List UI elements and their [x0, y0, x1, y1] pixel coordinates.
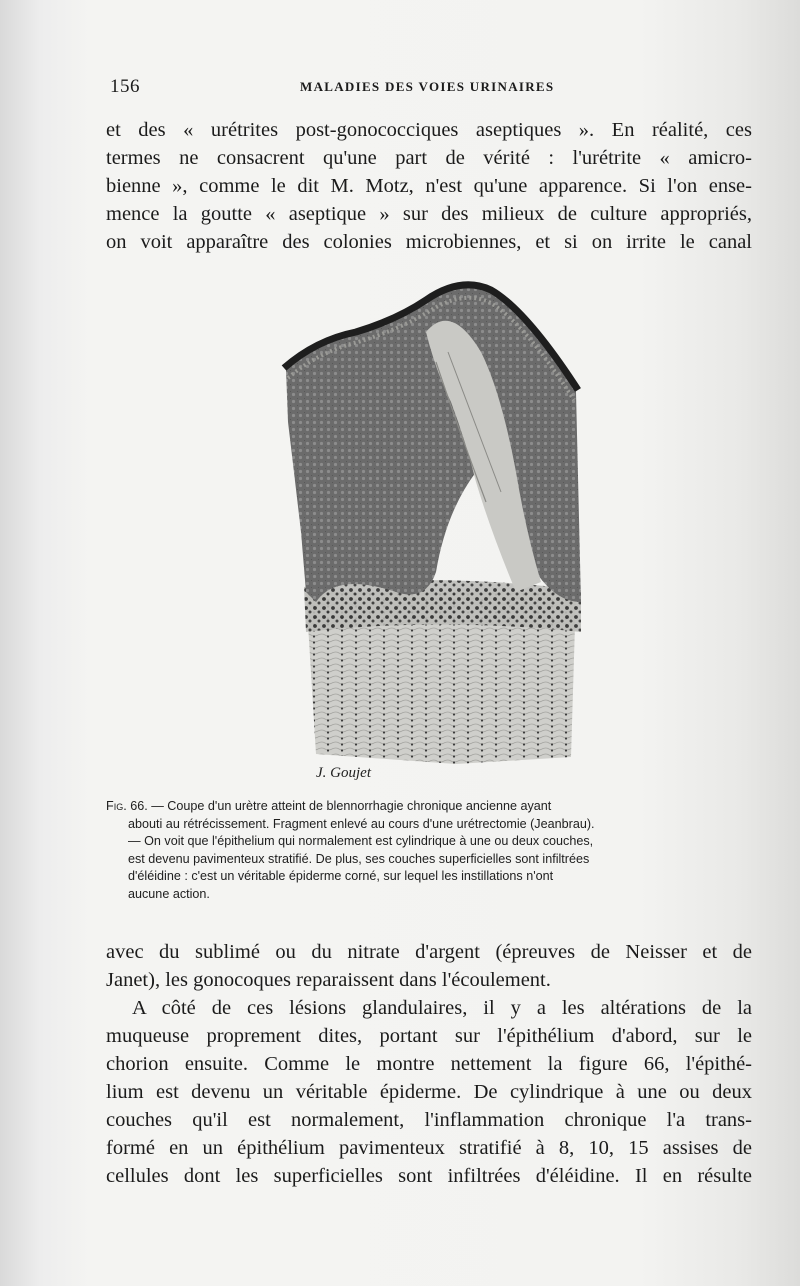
artist-signature: J. Goujet [316, 765, 371, 781]
running-head [110, 76, 750, 96]
text-line: cellules dont les superficielles sont infiltrées d'éléidine. Il en résulte [106, 1165, 752, 1187]
text-line: on voit apparaître des colonies microbiennes, et si on irrite le canal [106, 231, 752, 253]
text-line: chorion ensuite. Comme le montre nettement la figure 66, l'épithé- [106, 1053, 752, 1075]
figure-caption [106, 798, 751, 904]
running-title: MALADIES DES VOIES URINAIRES [300, 79, 555, 94]
urethra-section-illustration [276, 272, 586, 787]
caption-line: abouti au rétrécissement. Fragment enlevé au cours d'une urétrectomie (Jeanbrau). [128, 816, 595, 831]
final-paragraph [106, 994, 752, 1190]
paragraph-after-figure [106, 938, 752, 994]
caption-line: Fig. 66. — Coupe d'un urètre atteint de blennorrhagie chronique ancienne ayant [106, 799, 552, 813]
text-line: A côté de ces lésions glandulaires, il y a les altérations de la [132, 997, 752, 1019]
caption-line: est devenu pavimenteux stratifié. De plus, ses couches superficielles sont infiltrées [128, 851, 590, 866]
text-line: et des « urétrites post-gonococciques aseptiques ». En réalité, ces [106, 119, 752, 141]
text-line: mence la goutte « aseptique » sur des milieux de culture appropriés, [106, 203, 752, 225]
text-line: bienne », comme le dit M. Motz, n'est qu'une apparence. Si l'on ense- [106, 175, 752, 197]
text-line: termes ne consacrent qu'une part de vérité : l'urétrite « amicro- [106, 147, 752, 169]
text-line: Janet), les gonocoques reparaissent dans l'écoulement. [106, 969, 551, 991]
histology-figure [276, 272, 586, 787]
caption-label: Fig. 66. [106, 799, 148, 813]
caption-line: — On voit que l'épithelium qui normalement est cylindrique à une ou deux couches, [128, 834, 594, 849]
caption-line: aucune action. [128, 886, 210, 901]
text-line: muqueuse proprement dites, portant sur l'épithélium d'abord, sur le [106, 1025, 752, 1047]
text-line: lium est devenu un véritable épiderme. De cylindrique à une ou deux [106, 1081, 752, 1103]
page-number: 156 [110, 76, 140, 97]
text-line: formé en un épithélium pavimenteux stratifié à 8, 10, 15 assises de [106, 1137, 752, 1159]
caption-line: d'éléidine : c'est un véritable épiderme corné, sur lequel les instillations n'ont [128, 869, 554, 884]
paragraph-before-figure [106, 116, 752, 256]
text-line: avec du sublimé ou du nitrate d'argent (épreuves de Neisser et de [106, 941, 752, 963]
text-line: couches qu'il est normalement, l'inflammation chronique l'a trans- [106, 1109, 752, 1131]
